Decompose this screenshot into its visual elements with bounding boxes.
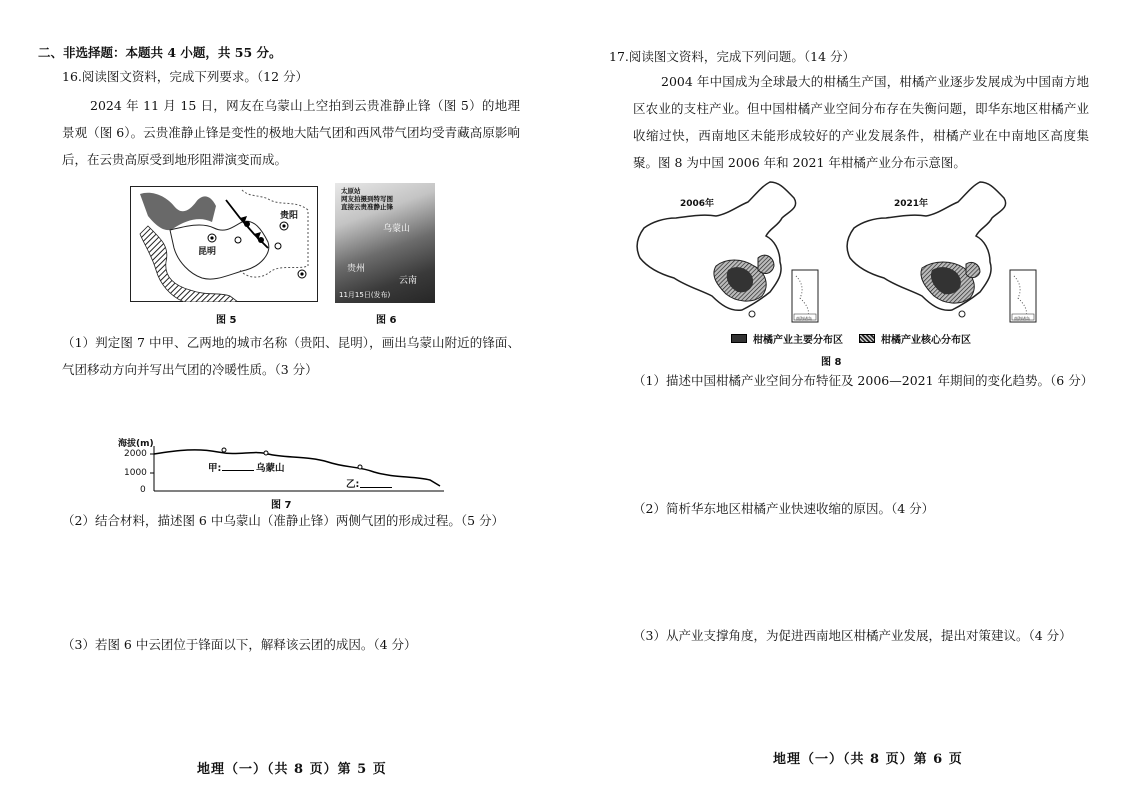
figure-8-map-2021 xyxy=(840,178,1050,328)
q16-part-1: （1）判定图 7 中甲、乙两地的城市名称（贵阳、昆明），画出乌蒙山附近的锋面、气团移动方向并写出气团的冷暖性质。（3 分） xyxy=(62,335,520,377)
figure-8-caption: 图 8 xyxy=(821,357,842,368)
q16-part-3: （3）若图 6 中云团位于锋面以下，解释该云团的成因。（4 分） xyxy=(62,637,417,652)
legend-label-main: 柑橘产业主要分布区 xyxy=(753,335,843,346)
fig7-ytick-0: 0 xyxy=(140,485,146,495)
q17-paragraph: 2004 年中国成为全球最大的柑橘生产国，柑橘产业逐步发展成为中国南方地区农业的支柱产业。但中国柑橘产业空间分布存在失衡问题，即华东地区柑橘产业收缩过快，西南地区未能形成较好的产业发展条件，柑橘产业在中南地区高度集聚。图 8 为中国 2006 年和 2021 年柑橘产业分布示意图。 xyxy=(633,74,1089,170)
legend-label-core: 柑橘产业核心分布区 xyxy=(881,335,971,346)
q16-paragraph: 2024 年 11 月 15 日，网友在乌蒙山上空拍到云贵准静止锋（图 5）的地理景观（图 6）。云贵准静止锋是变性的极地大陆气团和西风带气团均受青藏高原影响后，在云贵高原受到地形阻滞演变而成。 xyxy=(62,98,520,167)
q17-part-3: （3）从产业支撑角度，为促进西南地区柑橘产业发展，提出对策建议。（4 分） xyxy=(633,628,1072,643)
figure-8-map-2006 xyxy=(630,178,820,328)
map-2021-year: 2021年 xyxy=(894,199,929,209)
figure-8-legend xyxy=(731,331,971,346)
figure-7-profile xyxy=(118,436,448,496)
legend-swatch-core xyxy=(859,334,875,343)
section-title: 二、非选择题：本题共 4 小题，共 55 分。 xyxy=(38,45,282,60)
figure-6-caption: 图 6 xyxy=(376,315,397,326)
fig7-ytick-1000: 1000 xyxy=(124,468,147,478)
map-2021-inset-label: 南海诸岛 xyxy=(1014,316,1030,321)
figure-5-caption: 图 5 xyxy=(216,315,237,326)
photo-overlay-line-1: 太原站 xyxy=(341,187,361,195)
fig7-blank-yi xyxy=(360,487,392,488)
left-page-footer: 地理（一）（共 8 页）第 5 页 xyxy=(197,762,387,777)
fig7-label-mountain: 乌蒙山 xyxy=(256,463,285,474)
fig7-blank-jia xyxy=(222,470,254,471)
map-2006-inset-label: 南海诸岛 xyxy=(796,316,812,321)
right-page-footer: 地理（一）（共 8 页）第 6 页 xyxy=(773,752,963,767)
map-2006-year: 2006年 xyxy=(680,199,715,209)
photo-label-yunnan: 云南 xyxy=(399,276,418,286)
figure-5-map xyxy=(130,186,318,302)
photo-label-guizhou: 贵州 xyxy=(347,264,366,274)
q16-part-2: （2）结合材料，描述图 6 中乌蒙山（准静止锋）两侧气团的形成过程。（5 分） xyxy=(62,513,505,528)
q16-stem: 16.阅读图文资料，完成下列要求。（12 分） xyxy=(62,69,309,84)
photo-overlay-line-2: 网友拍摄到特写图 xyxy=(341,195,393,203)
photo-label-wumeng: 乌蒙山 xyxy=(383,224,411,234)
q17-part-2: （2）简析华东地区柑橘产业快速收缩的原因。（4 分） xyxy=(633,501,935,516)
fig7-label-yi: 乙: xyxy=(346,479,360,490)
photo-overlay-line-3: 直接云贵准静止锋 xyxy=(341,203,393,211)
map-label-kunming: 昆明 xyxy=(198,247,217,257)
figure-6-photo xyxy=(335,183,435,303)
q17-stem: 17.阅读图文资料，完成下列问题。（14 分） xyxy=(609,49,856,64)
fig7-label-jia: 甲: xyxy=(208,463,222,474)
fig7-ytick-2000: 2000 xyxy=(124,449,147,459)
q17-part-1: （1）描述中国柑橘产业空间分布特征及 2006—2021 年期间的变化趋势。（6 分） xyxy=(633,373,1094,388)
map-label-guiyang: 贵阳 xyxy=(280,211,299,221)
legend-swatch-main xyxy=(731,334,747,343)
figure-7-caption: 图 7 xyxy=(271,500,292,511)
fig7-ylabel: 海拔(m) xyxy=(118,439,154,449)
photo-date: 11月15日(发布) xyxy=(339,291,391,299)
